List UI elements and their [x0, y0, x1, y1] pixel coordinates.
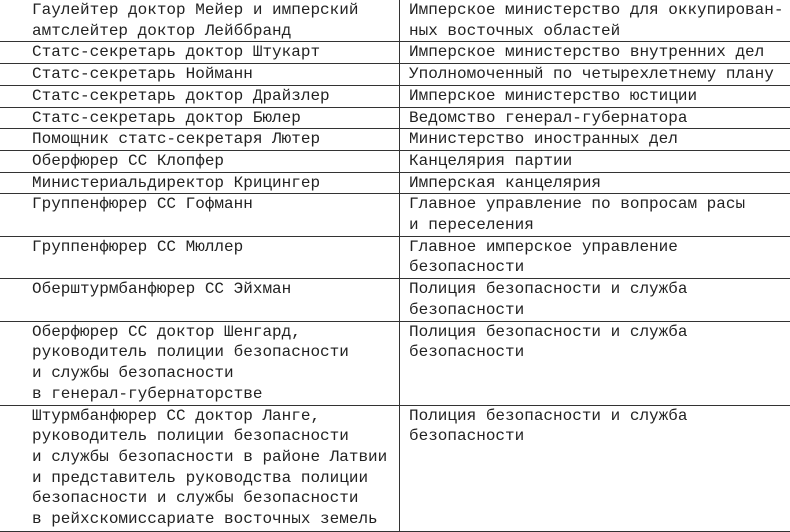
- table-row: [0, 150, 790, 172]
- person-cell: Оберштурмбанфюрер СС Эйхман: [0, 279, 400, 321]
- table-row: [0, 64, 790, 86]
- person-cell: Оберфюрер СС Клопфер: [0, 150, 400, 172]
- table-row: [0, 236, 790, 278]
- table-row: [0, 0, 790, 42]
- agency-cell: Имперское министерство юстиции: [400, 85, 790, 107]
- agency-cell: Имперское министерство внутренних дел: [400, 42, 790, 64]
- agency-cell: Полиция безопасности и служба безопасности: [400, 279, 790, 321]
- agency-cell: Полиция безопасности и служба безопасности: [400, 321, 790, 405]
- table-row: [0, 107, 790, 129]
- person-cell: Статс-секретарь Нойманн: [0, 64, 400, 86]
- agency-cell: Главное управление по вопросам расы и переселения: [400, 194, 790, 236]
- person-cell: Статс-секретарь доктор Драйзлер: [0, 85, 400, 107]
- table-row: [0, 405, 790, 531]
- agency-cell: Главное имперское управление безопасности: [400, 236, 790, 278]
- person-cell: Группенфюрер СС Гофманн: [0, 194, 400, 236]
- table-row: [0, 194, 790, 236]
- table-row: [0, 129, 790, 151]
- agency-cell: Канцелярия партии: [400, 150, 790, 172]
- agency-cell: Имперская канцелярия: [400, 172, 790, 194]
- agency-cell: Уполномоченный по четырехлетнему плану: [400, 64, 790, 86]
- table-row: [0, 85, 790, 107]
- person-cell: Статс-секретарь доктор Штукарт: [0, 42, 400, 64]
- agency-cell: Имперское министерство для оккупирован- ных восточных областей: [400, 0, 790, 42]
- person-cell: Группенфюрер СС Мюллер: [0, 236, 400, 278]
- table-row: [0, 321, 790, 405]
- person-cell: Гаулейтер доктор Мейер и имперский амтслейтер доктор Лейббранд: [0, 0, 400, 42]
- person-cell: Статс-секретарь доктор Бюлер: [0, 107, 400, 129]
- table-row: [0, 172, 790, 194]
- agency-cell: Министерство иностранных дел: [400, 129, 790, 151]
- agency-cell: Ведомство генерал-губернатора: [400, 107, 790, 129]
- table-row: [0, 42, 790, 64]
- person-cell: Оберфюрер СС доктор Шенгард, руководитель полиции безопасности и службы безопасности в генерал-губернаторстве: [0, 321, 400, 405]
- agency-cell: Полиция безопасности и служба безопасности: [400, 405, 790, 531]
- person-cell: Штурмбанфюрер СС доктор Ланге, руководитель полиции безопасности и службы безопасности в районе Латвии и представитель руководства полиции безопасности и службы безопасности в рейхскомиссариате восточных земель: [0, 405, 400, 531]
- person-cell: Помощник статс-секретаря Лютер: [0, 129, 400, 151]
- table-row: [0, 279, 790, 321]
- person-cell: Министериальдиректор Крицингер: [0, 172, 400, 194]
